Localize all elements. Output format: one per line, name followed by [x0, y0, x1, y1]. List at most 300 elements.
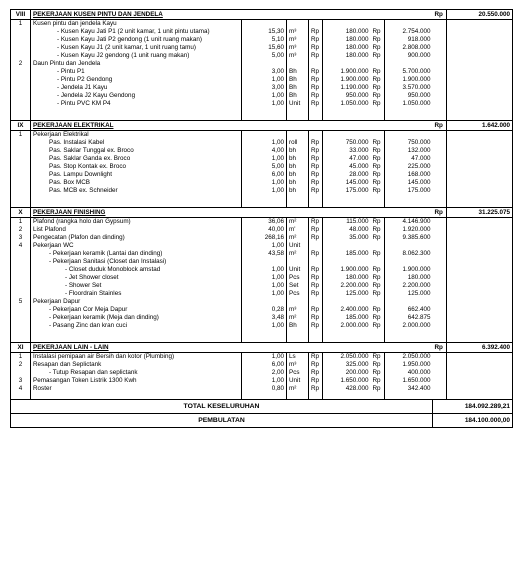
item-number: 2 [11, 60, 31, 68]
item-price-currency: Rp [309, 290, 323, 298]
item-number [11, 250, 31, 258]
item-subtotal-currency [433, 36, 447, 44]
item-subtotal [447, 266, 513, 274]
item-amount: 2.754.000 [385, 28, 433, 36]
item-row [11, 155, 513, 163]
item-unit: Ls [287, 353, 309, 362]
item-price-currency: Rp [309, 226, 323, 234]
item-volume: 1,00 [242, 282, 287, 290]
item-volume: 1,00 [242, 100, 287, 108]
item-amount-currency: Rp [372, 147, 381, 154]
item-number: 1 [11, 131, 31, 140]
item-subtotal [447, 60, 513, 68]
item-unit: Bh [287, 84, 309, 92]
item-amount-currency: Rp [372, 84, 381, 91]
item-unit-price: 180.000 [323, 274, 371, 282]
item-description: Pekerjaan WC [31, 242, 242, 250]
item-price-currency: Rp [309, 163, 323, 171]
item-subtotal-currency [433, 155, 447, 163]
item-description: - Tutup Resapan dan seplictank [31, 369, 242, 377]
item-unit-price: 428.000 [323, 385, 371, 393]
item-amount [385, 20, 433, 29]
item-subtotal-currency [433, 322, 447, 330]
item-row [11, 258, 513, 266]
item-amount: 5.700.000 [385, 68, 433, 76]
item-amount-currency [371, 60, 385, 68]
item-volume: 1,00 [242, 76, 287, 84]
item-volume: 1,00 [242, 92, 287, 100]
item-row [11, 250, 513, 258]
item-unit: m² [287, 250, 309, 258]
item-row [11, 234, 513, 242]
section-total-currency: Rp [433, 208, 447, 218]
item-amount: 4.146.900 [385, 218, 433, 227]
boq-sheet [10, 9, 512, 428]
item-unit: m² [287, 385, 309, 393]
item-number [11, 274, 31, 282]
item-amount-currency [371, 20, 385, 29]
item-subtotal-currency [433, 361, 447, 369]
item-amount-currency: Rp [372, 92, 381, 99]
item-amount: 950.000 [385, 92, 433, 100]
item-volume: 40,00 [242, 226, 287, 234]
item-number: 5 [11, 298, 31, 306]
item-number [11, 155, 31, 163]
item-volume: 1,00 [242, 290, 287, 298]
item-amount: 400.000 [385, 369, 433, 377]
item-volume [242, 298, 287, 306]
item-amount: 47.000 [385, 155, 433, 163]
grand-total-row [11, 400, 513, 414]
item-amount: 662.400 [385, 306, 433, 314]
item-unit-price: 115.000 [323, 218, 371, 227]
item-description: Pas. MCB ex. Schneider [31, 187, 242, 195]
item-row [11, 60, 513, 68]
item-amount-currency: Rp [372, 139, 381, 146]
item-row [11, 52, 513, 60]
item-unit-price: 125.000 [323, 290, 371, 298]
item-volume: 15,60 [242, 44, 287, 52]
item-number [11, 100, 31, 108]
item-number [11, 44, 31, 52]
item-unit-price: 180.000 [323, 44, 371, 52]
item-price-currency: Rp [309, 52, 323, 60]
item-amount-currency: Rp [372, 100, 381, 107]
item-unit: bh [287, 171, 309, 179]
item-amount-currency: Rp [372, 155, 381, 162]
item-row [11, 274, 513, 282]
item-description: - Kusen Kayu Jati P1 (2 unit kamar, 1 unit pintu utama) [31, 28, 242, 36]
item-subtotal [447, 242, 513, 250]
item-subtotal-currency [433, 147, 447, 155]
item-unit: m² [287, 234, 309, 242]
item-row [11, 147, 513, 155]
section-total: 20.550.000 [447, 10, 513, 20]
item-subtotal-currency [433, 187, 447, 195]
item-amount [385, 60, 433, 68]
section-number: VIII [11, 10, 31, 20]
item-amount-currency: Rp [372, 266, 381, 273]
item-subtotal [447, 322, 513, 330]
item-subtotal-currency [433, 131, 447, 140]
item-number [11, 147, 31, 155]
item-amount: 1.950.000 [385, 361, 433, 369]
item-amount [385, 258, 433, 266]
item-unit: m³ [287, 306, 309, 314]
item-row [11, 44, 513, 52]
item-unit [287, 20, 309, 29]
item-price-currency: Rp [309, 353, 323, 362]
item-subtotal-currency [433, 139, 447, 147]
item-subtotal-currency [433, 385, 447, 393]
item-subtotal [447, 68, 513, 76]
item-amount: 2.000.000 [385, 322, 433, 330]
item-volume: 5,10 [242, 36, 287, 44]
item-subtotal [447, 131, 513, 140]
item-subtotal [447, 258, 513, 266]
item-volume: 1,00 [242, 179, 287, 187]
item-row [11, 163, 513, 171]
item-unit-price: 185.000 [323, 250, 371, 258]
item-subtotal [447, 377, 513, 385]
item-unit: roll [287, 139, 309, 147]
item-price-currency: Rp [309, 306, 323, 314]
item-subtotal-currency [433, 290, 447, 298]
item-volume: 6,00 [242, 171, 287, 179]
item-description: Daun Pintu dan Jendela [31, 60, 242, 68]
item-subtotal-currency [433, 76, 447, 84]
item-volume: 4,00 [242, 147, 287, 155]
section-header [11, 10, 513, 20]
item-unit-price: 325.000 [323, 361, 371, 369]
item-unit-price [323, 298, 371, 306]
item-description: - Pintu P1 [31, 68, 242, 76]
item-subtotal-currency [433, 369, 447, 377]
item-number: 1 [11, 218, 31, 227]
item-subtotal-currency [433, 353, 447, 362]
item-volume: 6,00 [242, 361, 287, 369]
item-number [11, 290, 31, 298]
item-subtotal-currency [433, 377, 447, 385]
item-unit-price: 200.000 [323, 369, 371, 377]
section-title: PEKERJAAN LAIN - LAIN [31, 343, 433, 353]
item-unit: Set [287, 282, 309, 290]
item-price-currency: Rp [309, 361, 323, 369]
item-unit-price: 180.000 [323, 36, 371, 44]
item-volume [242, 131, 287, 140]
item-description: Pas. Instalasi Kabel [31, 139, 242, 147]
item-row [11, 76, 513, 84]
item-unit-price: 2.200.000 [323, 282, 371, 290]
section-title: PEKERJAAN ELEKTRIKAL [31, 121, 433, 131]
item-row [11, 92, 513, 100]
item-amount-currency: Rp [372, 68, 381, 75]
item-subtotal [447, 250, 513, 258]
item-unit-price: 1.900.000 [323, 68, 371, 76]
item-price-currency: Rp [309, 171, 323, 179]
item-unit-price: 950.000 [323, 92, 371, 100]
item-number [11, 36, 31, 44]
item-amount: 1.650.000 [385, 377, 433, 385]
item-price-currency [309, 242, 323, 250]
item-amount-currency: Rp [372, 44, 381, 51]
item-unit: bh [287, 155, 309, 163]
item-unit-price: 47.000 [323, 155, 371, 163]
item-amount: 2.050.000 [385, 353, 433, 362]
item-unit-price [323, 20, 371, 29]
item-description: Pas. Stop Kontak ex. Broco [31, 163, 242, 171]
item-description: - Closet duduk Monoblock amstad [31, 266, 242, 274]
item-unit: m³ [287, 52, 309, 60]
item-price-currency: Rp [309, 68, 323, 76]
item-subtotal [447, 298, 513, 306]
item-description: - Shower Set [31, 282, 242, 290]
item-unit: m³ [287, 361, 309, 369]
item-subtotal-currency [433, 218, 447, 227]
item-amount-currency: Rp [372, 282, 381, 289]
item-unit: m³ [287, 28, 309, 36]
item-volume: 1,00 [242, 322, 287, 330]
item-subtotal-currency [433, 234, 447, 242]
item-price-currency: Rp [309, 187, 323, 195]
item-row [11, 139, 513, 147]
item-amount-currency: Rp [372, 314, 381, 321]
item-amount: 8.062.300 [385, 250, 433, 258]
item-volume: 1,00 [242, 242, 287, 250]
item-amount: 1.920.000 [385, 226, 433, 234]
item-volume: 268,16 [242, 234, 287, 242]
item-unit: Bh [287, 68, 309, 76]
item-subtotal [447, 353, 513, 362]
item-subtotal [447, 36, 513, 44]
item-amount-currency: Rp [372, 163, 381, 170]
item-row [11, 28, 513, 36]
item-price-currency: Rp [309, 322, 323, 330]
section-title: PEKERJAAN KUSEN PINTU DAN JENDELA [31, 10, 433, 20]
item-row [11, 290, 513, 298]
item-amount: 900.000 [385, 52, 433, 60]
item-subtotal-currency [433, 28, 447, 36]
item-amount: 1.900.000 [385, 266, 433, 274]
item-number [11, 179, 31, 187]
item-unit [287, 298, 309, 306]
item-unit-price: 180.000 [323, 28, 371, 36]
item-volume: 1,00 [242, 266, 287, 274]
item-description: - Pekerjaan Cor Meja Dapur [31, 306, 242, 314]
section-total: 1.642.000 [447, 121, 513, 131]
item-volume: 1,00 [242, 187, 287, 195]
item-description: - Pintu P2 Gendong [31, 76, 242, 84]
item-amount-currency [371, 131, 385, 140]
item-description: Pengecatan (Plafon dan dinding) [31, 234, 242, 242]
item-price-currency: Rp [309, 76, 323, 84]
item-amount-currency: Rp [372, 52, 381, 59]
item-description: - Jendela J1 Kayu [31, 84, 242, 92]
item-price-currency: Rp [309, 266, 323, 274]
item-amount-currency: Rp [372, 385, 381, 392]
item-unit [287, 258, 309, 266]
item-price-currency: Rp [309, 36, 323, 44]
item-number: 2 [11, 226, 31, 234]
item-price-currency: Rp [309, 28, 323, 36]
item-number: 1 [11, 20, 31, 29]
item-amount-currency: Rp [372, 28, 381, 35]
item-amount [385, 242, 433, 250]
item-subtotal [447, 28, 513, 36]
item-unit: Pcs [287, 274, 309, 282]
item-number [11, 52, 31, 60]
item-amount: 342.400 [385, 385, 433, 393]
item-amount: 3.570.000 [385, 84, 433, 92]
item-number [11, 92, 31, 100]
item-row [11, 179, 513, 187]
item-unit-price: 145.000 [323, 179, 371, 187]
item-description: Roster [31, 385, 242, 393]
item-number [11, 306, 31, 314]
item-row [11, 322, 513, 330]
item-unit: Bh [287, 92, 309, 100]
item-description: - Floordrain Stainles [31, 290, 242, 298]
item-unit-price [323, 131, 371, 140]
item-row [11, 298, 513, 306]
item-unit: m³ [287, 44, 309, 52]
item-amount-currency: Rp [372, 218, 381, 225]
item-subtotal-currency [433, 52, 447, 60]
item-unit-price: 1.650.000 [323, 377, 371, 385]
item-price-currency: Rp [309, 84, 323, 92]
item-subtotal [447, 155, 513, 163]
item-price-currency: Rp [309, 44, 323, 52]
item-unit: Unit [287, 242, 309, 250]
grand-total-label: TOTAL KESELURUHAN [11, 400, 433, 414]
item-subtotal [447, 274, 513, 282]
item-unit-price: 35.000 [323, 234, 371, 242]
item-subtotal [447, 52, 513, 60]
item-amount-currency: Rp [372, 274, 381, 281]
item-subtotal [447, 147, 513, 155]
item-subtotal [447, 314, 513, 322]
item-row [11, 226, 513, 234]
item-number [11, 258, 31, 266]
item-subtotal [447, 369, 513, 377]
item-unit-price [323, 258, 371, 266]
item-amount-currency: Rp [372, 36, 381, 43]
item-subtotal [447, 92, 513, 100]
item-number [11, 187, 31, 195]
item-number [11, 28, 31, 36]
item-description: Pekerjaan Dapur [31, 298, 242, 306]
item-row [11, 36, 513, 44]
section-total: 31.225.075 [447, 208, 513, 218]
item-row [11, 385, 513, 393]
item-amount-currency: Rp [372, 290, 381, 297]
item-price-currency [309, 131, 323, 140]
item-amount-currency [371, 298, 385, 306]
item-description: Kusen pintu dan jendela Kayu [31, 20, 242, 29]
item-unit: Pcs [287, 369, 309, 377]
item-price-currency: Rp [309, 92, 323, 100]
item-description: Instalasi pemipaan air Bersih dan kotor (Plumbing) [31, 353, 242, 362]
item-price-currency: Rp [309, 314, 323, 322]
item-unit: m' [287, 226, 309, 234]
item-volume: 1,00 [242, 155, 287, 163]
item-description: Pemasangan Token Listrik 1300 Kwh [31, 377, 242, 385]
item-unit-price: 28.000 [323, 171, 371, 179]
item-subtotal-currency [433, 314, 447, 322]
item-unit: Unit [287, 100, 309, 108]
item-row [11, 187, 513, 195]
item-amount-currency: Rp [372, 306, 381, 313]
item-description: Pekerjaan Elektrikal [31, 131, 242, 140]
item-number [11, 322, 31, 330]
item-volume [242, 60, 287, 68]
item-unit [287, 60, 309, 68]
item-number [11, 282, 31, 290]
section-number: X [11, 208, 31, 218]
item-price-currency: Rp [309, 274, 323, 282]
item-price-currency: Rp [309, 369, 323, 377]
section-title: PEKERJAAN FINISHING [31, 208, 433, 218]
item-row [11, 20, 513, 29]
item-amount-currency [371, 242, 385, 250]
item-number [11, 84, 31, 92]
item-row [11, 68, 513, 76]
item-number [11, 139, 31, 147]
item-number [11, 68, 31, 76]
item-price-currency: Rp [309, 234, 323, 242]
item-number [11, 266, 31, 274]
item-volume [242, 258, 287, 266]
item-unit-price: 1.190.000 [323, 84, 371, 92]
item-unit-price [323, 60, 371, 68]
item-row [11, 131, 513, 140]
item-subtotal-currency [433, 298, 447, 306]
item-subtotal-currency [433, 306, 447, 314]
item-subtotal [447, 179, 513, 187]
item-amount-currency: Rp [372, 226, 381, 233]
item-unit-price: 185.000 [323, 314, 371, 322]
item-subtotal-currency [433, 163, 447, 171]
rounded-total-label: PEMBULATAN [11, 414, 433, 428]
item-amount-currency: Rp [372, 369, 381, 376]
item-amount-currency [371, 258, 385, 266]
item-subtotal-currency [433, 250, 447, 258]
item-price-currency: Rp [309, 250, 323, 258]
item-subtotal-currency [433, 274, 447, 282]
item-row [11, 266, 513, 274]
rounded-total-row [11, 414, 513, 428]
item-description: - Kusen Kayu Jati P2 gendong (1 unit ruang makan) [31, 36, 242, 44]
item-subtotal-currency [433, 84, 447, 92]
item-amount: 180.000 [385, 274, 433, 282]
item-amount-currency: Rp [372, 234, 381, 241]
item-unit: bh [287, 187, 309, 195]
item-volume: 0,28 [242, 306, 287, 314]
item-description: Pas. Box MCB [31, 179, 242, 187]
item-amount: 642.875 [385, 314, 433, 322]
item-amount-currency: Rp [372, 179, 381, 186]
item-unit-price: 750.000 [323, 139, 371, 147]
item-amount: 1.050.000 [385, 100, 433, 108]
item-amount: 145.000 [385, 179, 433, 187]
item-subtotal [447, 234, 513, 242]
item-subtotal-currency [433, 44, 447, 52]
item-subtotal [447, 139, 513, 147]
item-unit-price: 1.050.000 [323, 100, 371, 108]
item-volume: 0,80 [242, 385, 287, 393]
item-subtotal [447, 290, 513, 298]
item-volume: 43,58 [242, 250, 287, 258]
